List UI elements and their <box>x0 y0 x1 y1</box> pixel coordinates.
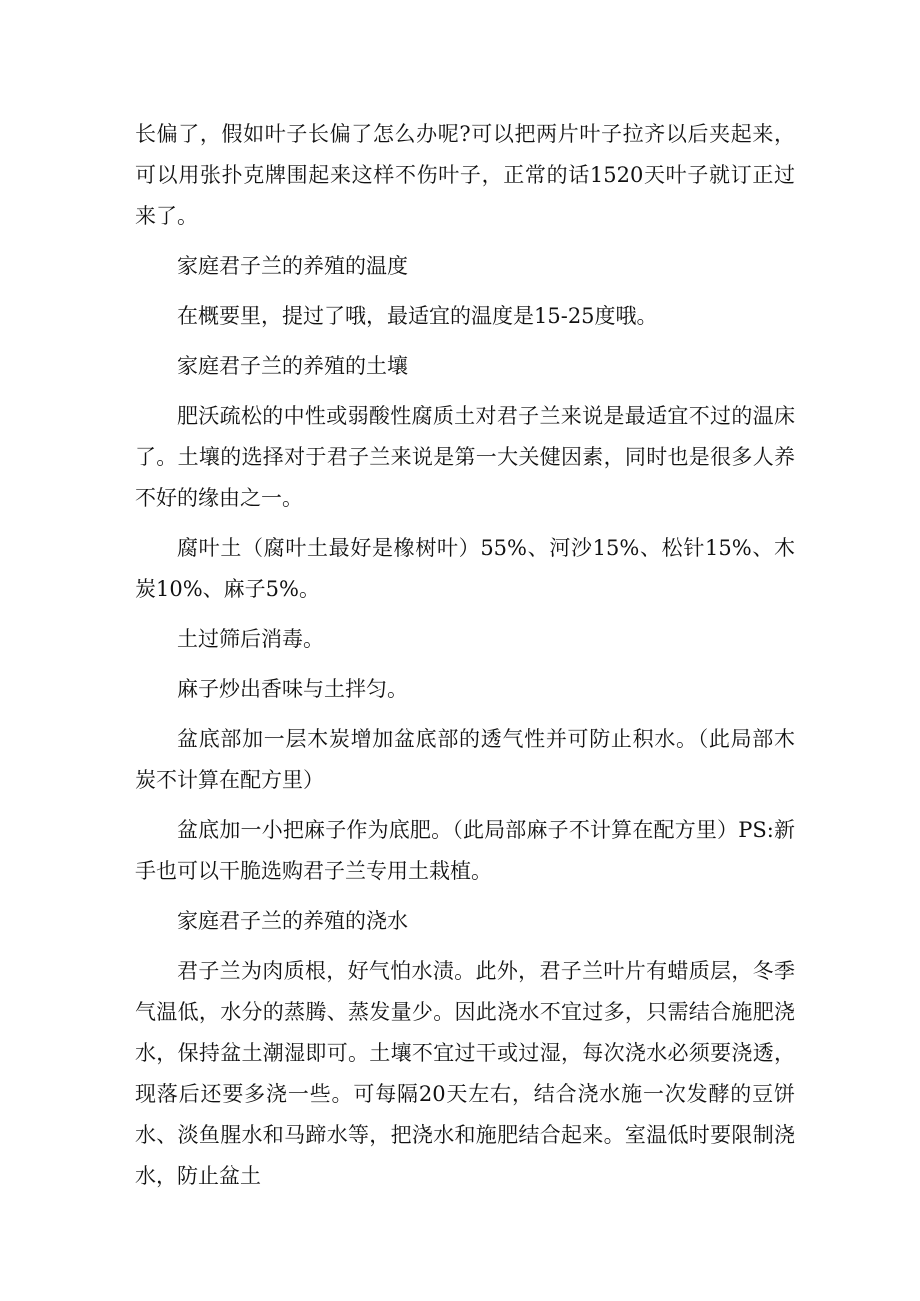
section-heading-watering: 家庭君子兰的养殖的浇水 <box>177 909 408 933</box>
paragraph-leaf-correction: 长偏了，假如叶子长偏了怎么办呢?可以把两片叶子拉齐以后夹起来，可以用张扑克牌围起来这样不伤叶子，正常的话1520天叶子就订正过来了。 <box>135 122 795 228</box>
paragraph-watering: 君子兰为肉质根，好气怕水渍。此外，君子兰叶片有蜡质层，冬季气温低，水分的蒸腾、蒸发量少。因此浇水不宜过多，只需结合施肥浇水，保持盆土潮湿即可。土壤不宜过干或过湿，每次浇水必须要浇透，现落后还要多浇一些。可每隔20天左右，结合浇水施一次发酵的豆饼水、淡鱼腥水和马蹄水等，把浇水和施肥结合起来。室温低时要限制浇水，防止盆土 <box>135 959 795 1188</box>
document-body <box>135 114 795 1206</box>
paragraph-soil-base-fertilizer: 盆底加一小把麻子作为底肥。（此局部麻子不计算在配方里）PS:新手也可以干脆选购君子兰专用土栽植。 <box>135 818 795 883</box>
paragraph-soil-sieve: 土过筛后消毒。 <box>177 627 324 651</box>
paragraph-soil-formula: 腐叶土（腐叶土最好是橡树叶）55%、河沙15%、松针15%、木炭10%、麻子5%。 <box>135 536 795 601</box>
paragraph-soil-intro: 肥沃疏松的中性或弱酸性腐质土对君子兰来说是最适宜不过的温床了。土壤的选择对于君子兰来说是第一大关健因素，同时也是很多人养不好的缘由之一。 <box>135 404 795 510</box>
paragraph-soil-charcoal: 盆底部加一层木炭增加盆底部的透气性并可防止积水。（此局部木炭不计算在配方里） <box>135 727 795 792</box>
paragraph-temperature: 在概要里，提过了哦，最适宜的温度是15-25度哦。 <box>177 304 658 328</box>
section-heading-temperature: 家庭君子兰的养殖的温度 <box>177 254 408 278</box>
section-heading-soil: 家庭君子兰的养殖的土壤 <box>177 354 408 378</box>
paragraph-soil-hemp: 麻子炒出香味与土拌匀。 <box>177 677 408 701</box>
